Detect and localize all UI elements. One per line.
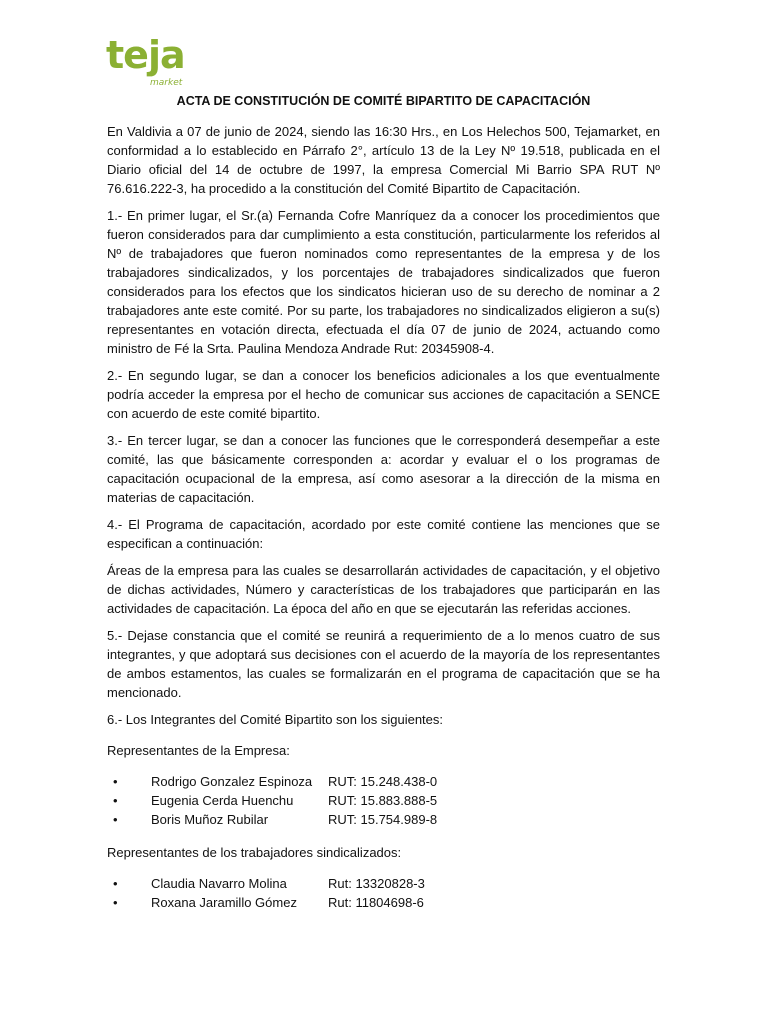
sindicalizados-members-list (107, 874, 660, 912)
member-name: Rodrigo Gonzalez Espinoza (151, 774, 313, 789)
member-rut: RUT: 15.248.438-0 (328, 774, 438, 789)
empresa-label: Representantes de la Empresa: (107, 743, 290, 758)
bullet-icon: • (113, 793, 118, 808)
tejamarket-logo (106, 33, 185, 94)
bullet-icon: • (113, 895, 118, 910)
paragraph-4-detail: Áreas de la empresa para las cuales se desarrollarán actividades de capacitación, y el objetivo de dichas actividades, Número y características de los trabajadores que participarán en las actividades de capacitación. La época del año en que se ejecutarán las referidas acciones. (107, 563, 660, 616)
member-name: Roxana Jaramillo Gómez (151, 895, 297, 910)
paragraph-intro: En Valdivia a 07 de junio de 2024, siendo las 16:30 Hrs., en Los Helechos 500, Tejamarket, en conformidad a lo establecido en Párrafo 2°, artículo 13 de la Ley Nº 19.518, publicada en el Diario oficial del 14 de octubre de 1997, la empresa Comercial Mi Barrio SPA RUT Nº 76.616.222-3, ha procedido a la constitución del Comité Bipartito de Capacitación. (107, 124, 660, 196)
list-item (107, 791, 660, 810)
list-item (107, 810, 660, 829)
member-rut: RUT: 15.883.888-5 (328, 793, 438, 808)
paragraph-3: 3.- En tercer lugar, se dan a conocer las funciones que le corresponderá desempeñar a este comité, las que básicamente corresponden a: acordar y evaluar el o los programas de capacitación ocupacional de la empresa, así como asesorar a la dirección de la misma en materias de capacitación. (107, 433, 660, 505)
sindicalizados-label: Representantes de los trabajadores sindicalizados: (107, 845, 402, 860)
member-name: Claudia Navarro Molina (151, 876, 287, 891)
paragraph-1: 1.- En primer lugar, el Sr.(a) Fernanda Cofre Manríquez da a conocer los procedimientos que fueron considerados para dar cumplimiento a esta constitución, particularmente los referidos al Nº de trabajadores que fueron nominados como representantes de la empresa y de los trabajadores sindicalizados, y los porcentajes de trabajadores sindicalizados que fueron considerados para los efectos que los sindicatos hicieran uso de su derecho de nominar a 2 trabajadores ante este comité. Por su parte, los trabajadores no sindicalizados eligieron a su(s) representantes en votación directa, efectuada el día 07 de junio de 2024, actuando como ministro de Fé la Srta. Paulina Mendoza Andrade Rut: 20345908-4. (107, 208, 660, 356)
member-rut: RUT: 15.754.989-8 (328, 812, 438, 827)
paragraph-5: 5.- Dejase constancia que el comité se reunirá a requerimiento de a lo menos cuatro de sus integrantes, y que adoptará sus decisiones con el acuerdo de la mayoría de los representantes de ambos estamentos, las cuales se formalizarán en el programa de capacitación que se ha mencionado. (107, 628, 660, 700)
logo-brand: teja (106, 33, 185, 77)
logo-sub: market (150, 78, 183, 88)
empresa-members-list (107, 772, 660, 829)
paragraph-2: 2.- En segundo lugar, se dan a conocer los beneficios adicionales a los que eventualmente podría acceder la empresa por el hecho de comunicar sus acciones de capacitación a SENCE con acuerdo de este comité bipartito. (107, 368, 660, 421)
list-item (107, 772, 660, 791)
bullet-icon: • (113, 812, 118, 827)
member-name: Boris Muñoz Rubilar (151, 812, 269, 827)
member-name: Eugenia Cerda Huenchu (151, 793, 294, 808)
list-item (107, 893, 660, 912)
bullet-icon: • (113, 774, 118, 789)
document-body (107, 122, 660, 926)
bullet-icon: • (113, 876, 118, 891)
list-item (107, 874, 660, 893)
document-title: ACTA DE CONSTITUCIÓN DE COMITÉ BIPARTITO DE CAPACITACIÓN (176, 94, 591, 108)
paragraph-4: 4.- El Programa de capacitación, acordado por este comité contiene las menciones que se especifican a continuación: (107, 517, 660, 551)
paragraph-6: 6.- Los Integrantes del Comité Bipartito son los siguientes: (107, 712, 444, 727)
member-rut: Rut: 11804698-6 (328, 895, 424, 910)
member-rut: Rut: 13320828-3 (328, 876, 425, 891)
